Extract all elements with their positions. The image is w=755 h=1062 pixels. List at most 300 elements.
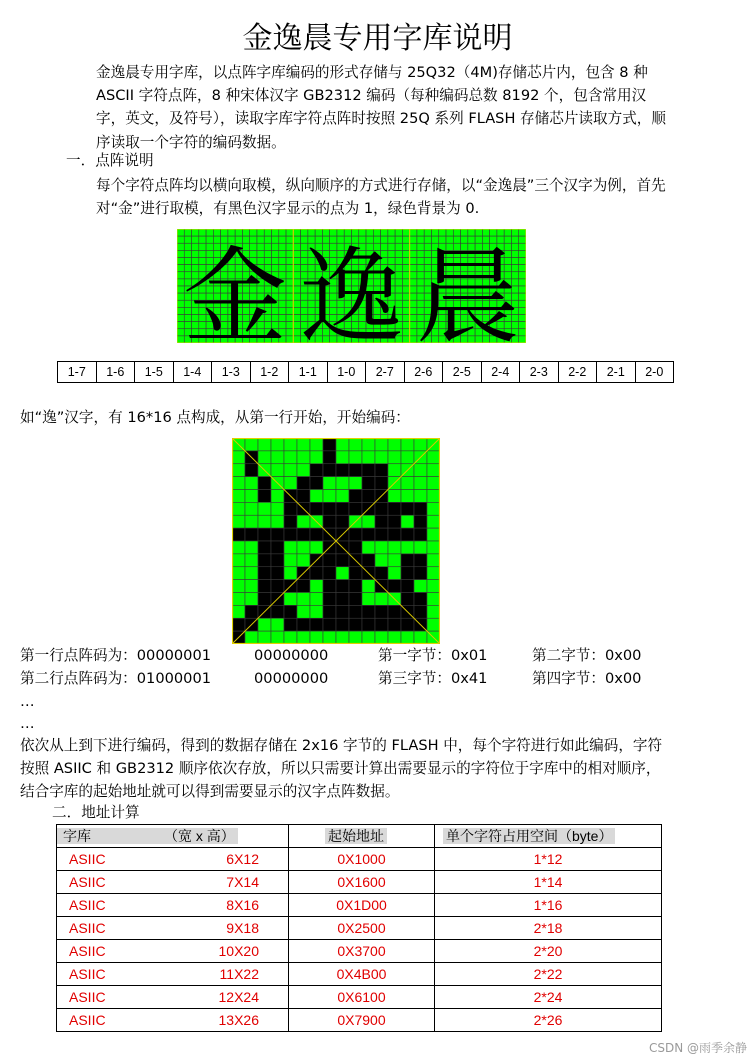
pixel-off	[362, 451, 375, 464]
pixel-on	[297, 528, 310, 541]
ellipsis-2: …	[20, 715, 35, 732]
pixel-off	[297, 593, 310, 606]
pixel-off	[362, 593, 375, 606]
header-space-label: 单个字符占用空间（byte）	[443, 828, 615, 844]
bit-index-cell: 2-6	[404, 362, 443, 383]
pixel-off	[310, 605, 323, 618]
pixel-off	[375, 593, 388, 606]
pixel-off	[427, 451, 440, 464]
pixel-on	[336, 502, 349, 515]
pixel-on	[323, 464, 336, 477]
font-cell	[57, 917, 289, 940]
font-cell	[57, 1009, 289, 1032]
bit-index-cell: 2-0	[635, 362, 674, 383]
section1-heading: 一．点阵说明	[66, 152, 154, 169]
pixel-off	[271, 515, 284, 528]
pixel-off	[284, 541, 297, 554]
pixel-on	[362, 528, 375, 541]
pixel-on	[401, 502, 414, 515]
pixel-off	[297, 515, 310, 528]
font-name: ASIIC	[69, 943, 106, 959]
pixel-on	[375, 567, 388, 580]
pixel-off	[258, 451, 271, 464]
pixel-on	[362, 464, 375, 477]
pixel-off	[245, 477, 258, 490]
pixel-off	[245, 438, 258, 451]
pixel-on	[375, 618, 388, 631]
pixel-off	[336, 451, 349, 464]
pixel-off	[232, 451, 245, 464]
pixel-off	[323, 477, 336, 490]
address-table-header-row	[57, 825, 662, 848]
pixel-off	[245, 554, 258, 567]
intro-text: 金逸晨专用字库，以点阵字库编码的形式存储与 25Q32（4M)存储芯片内，包含 8 种 ASCII 字符点阵，8 种宋体汉字 GB2312 编码（每种编码总数 8192 个，包含常用汉字，英文，及符号），读取字库字符点阵时按照 25Q 系列 FLASH 存储芯片读取方式，顺序读取一个字符的编码数据。	[96, 64, 666, 151]
bit-index-cell: 2-1	[597, 362, 636, 383]
pixel-on	[349, 541, 362, 554]
pixel-off	[232, 605, 245, 618]
row-1-bits: 00000000	[254, 647, 329, 664]
pixel-on	[349, 605, 362, 618]
start-address-cell: 0X1D00	[289, 894, 435, 917]
pixel-on	[284, 528, 297, 541]
start-address-cell: 0X3700	[289, 940, 435, 963]
font-size: 12X24	[218, 989, 259, 1005]
pixel-on	[245, 464, 258, 477]
pixel-on	[336, 593, 349, 606]
pixel-on	[349, 464, 362, 477]
pixel-on	[310, 477, 323, 490]
pixel-on	[232, 618, 245, 631]
pixel-off	[427, 618, 440, 631]
pixel-on	[349, 567, 362, 580]
pixel-off	[258, 438, 271, 451]
pixel-off	[427, 605, 440, 618]
header-space	[435, 825, 662, 848]
font-name: ASIIC	[69, 874, 106, 890]
char-space-cell: 1*14	[435, 871, 662, 894]
pixel-on	[349, 618, 362, 631]
pixel-off	[401, 451, 414, 464]
pixel-on	[401, 593, 414, 606]
pixel-off	[388, 451, 401, 464]
pixel-on	[258, 490, 271, 503]
pixel-on	[401, 528, 414, 541]
pixel-off	[362, 541, 375, 554]
pixel-off	[323, 631, 336, 644]
start-address-cell: 0X4B00	[289, 963, 435, 986]
pixel-off	[258, 502, 271, 515]
pixel-off	[245, 541, 258, 554]
row-1-byte-a: 第一字节：0x01	[378, 647, 488, 664]
pixel-on	[323, 451, 336, 464]
row-2-byte-b: 第四字节：0x00	[532, 670, 642, 687]
bit-index-table	[57, 361, 674, 383]
pixel-off	[336, 631, 349, 644]
pixel-on	[375, 502, 388, 515]
pixel-off	[297, 631, 310, 644]
font-name: ASIIC	[69, 920, 106, 936]
pixel-on	[258, 528, 271, 541]
pixel-off	[258, 618, 271, 631]
pixel-on	[323, 618, 336, 631]
pixel-off	[310, 451, 323, 464]
pixel-off	[271, 451, 284, 464]
pixel-off	[284, 438, 297, 451]
pixel-off	[232, 593, 245, 606]
pixel-on	[414, 567, 427, 580]
section1-text: 每个字符点阵均以横向取模，纵向顺序的方式进行存储，以“金逸晨”三个汉字为例，首先对“金”进行取模，有黑色汉字显示的点为 1，绿色背景为 0.	[96, 177, 666, 218]
pixel-off	[349, 451, 362, 464]
pixel-on	[375, 528, 388, 541]
pixel-on	[336, 515, 349, 528]
pixel-on	[323, 438, 336, 451]
font-cell	[57, 848, 289, 871]
pixel-off	[232, 554, 245, 567]
pixel-off	[245, 567, 258, 580]
address-table-row	[57, 1009, 662, 1032]
pixel-off	[284, 477, 297, 490]
pixel-on	[414, 554, 427, 567]
pixel-off	[258, 631, 271, 644]
pixel-on	[258, 541, 271, 554]
row-2-label: 第二行点阵码为：01000001	[20, 670, 212, 687]
pixel-on	[271, 605, 284, 618]
pixel-on	[310, 502, 323, 515]
row-1-label: 第一行点阵码为：00000001	[20, 647, 212, 664]
pixel-off	[349, 477, 362, 490]
start-address-cell: 0X1000	[289, 848, 435, 871]
pixel-on	[414, 515, 427, 528]
pixel-on	[362, 605, 375, 618]
ellipsis-1: …	[20, 693, 35, 710]
font-name: ASIIC	[69, 989, 106, 1005]
pixel-off	[401, 631, 414, 644]
pixel-off	[310, 580, 323, 593]
pixel-on	[336, 464, 349, 477]
pixel-on	[336, 580, 349, 593]
font-size: 9X18	[226, 920, 259, 936]
address-table-row	[57, 940, 662, 963]
pixel-off	[245, 580, 258, 593]
bit-index-cell: 2-7	[366, 362, 405, 383]
start-address-cell: 0X6100	[289, 986, 435, 1009]
pixel-off	[245, 502, 258, 515]
pixel-on	[375, 605, 388, 618]
pixel-on	[336, 554, 349, 567]
pixel-off	[271, 631, 284, 644]
pixel-on	[323, 593, 336, 606]
pixel-on	[271, 554, 284, 567]
pixel-off	[232, 464, 245, 477]
pixel-off	[414, 438, 427, 451]
pixel-off	[232, 580, 245, 593]
pixel-on	[388, 580, 401, 593]
bit-index-cell: 1-5	[135, 362, 174, 383]
pixel-off	[427, 528, 440, 541]
row-2-bits: 00000000	[254, 670, 329, 687]
bit-index-cell: 1-7	[58, 362, 97, 383]
pixel-off	[336, 438, 349, 451]
char-space-cell: 2*22	[435, 963, 662, 986]
pixel-on	[401, 554, 414, 567]
pixel-off	[362, 631, 375, 644]
pixel-off	[414, 490, 427, 503]
pixel-on	[414, 502, 427, 515]
pixel-off	[245, 631, 258, 644]
pixel-on	[284, 618, 297, 631]
pixel-off	[297, 451, 310, 464]
intro-paragraph	[66, 61, 671, 154]
pixel-off	[258, 515, 271, 528]
pixel-off	[401, 515, 414, 528]
pixel-on	[323, 580, 336, 593]
address-table-row	[57, 894, 662, 917]
pixel-on	[349, 593, 362, 606]
font-name: ASIIC	[69, 1012, 106, 1028]
pixel-off	[427, 515, 440, 528]
pixel-on	[349, 580, 362, 593]
pixel-off	[297, 605, 310, 618]
pixel-on	[271, 541, 284, 554]
pixel-on	[401, 567, 414, 580]
pixel-off	[414, 464, 427, 477]
section1-paragraph	[66, 174, 671, 220]
pixel-off	[232, 477, 245, 490]
pixel-on	[388, 502, 401, 515]
bit-index-row	[58, 362, 674, 383]
pixel-off	[427, 554, 440, 567]
address-table	[56, 824, 662, 1032]
pixel-on	[388, 618, 401, 631]
char-space-cell: 2*26	[435, 1009, 662, 1032]
bit-index-cell: 1-0	[327, 362, 366, 383]
pixel-off	[310, 438, 323, 451]
pixel-on	[258, 567, 271, 580]
pixel-off	[375, 631, 388, 644]
pixel-off	[388, 464, 401, 477]
pixel-on	[414, 528, 427, 541]
bit-index-cell: 1-4	[173, 362, 212, 383]
pixel-off	[427, 580, 440, 593]
pixel-off	[284, 593, 297, 606]
start-address-cell: 0X2500	[289, 917, 435, 940]
pixel-on	[258, 593, 271, 606]
pixel-off	[388, 554, 401, 567]
pixel-off	[401, 490, 414, 503]
font-size: 8X16	[226, 897, 259, 913]
pixel-on	[323, 605, 336, 618]
pixel-on	[323, 502, 336, 515]
pixel-off	[336, 567, 349, 580]
font-size: 13X26	[218, 1012, 259, 1028]
pixel-off	[271, 502, 284, 515]
pixel-on	[258, 580, 271, 593]
address-table-row	[57, 986, 662, 1009]
pixel-off	[297, 541, 310, 554]
pixel-off	[232, 515, 245, 528]
bit-index-cell: 2-5	[443, 362, 482, 383]
pixel-on	[310, 528, 323, 541]
pixel-off	[310, 490, 323, 503]
pixel-on	[336, 618, 349, 631]
char-space-cell: 2*18	[435, 917, 662, 940]
pixel-on	[336, 605, 349, 618]
pixel-on	[388, 528, 401, 541]
font-name: ASIIC	[69, 851, 106, 867]
pixel-on	[362, 554, 375, 567]
pixel-off	[310, 541, 323, 554]
pixel-off	[362, 580, 375, 593]
pixel-off	[245, 515, 258, 528]
font-cell	[57, 871, 289, 894]
pixel-off	[427, 502, 440, 515]
strip-glyph-char: 逸	[299, 236, 404, 343]
pixel-on	[349, 528, 362, 541]
pixel-on	[271, 567, 284, 580]
pixel-on	[414, 593, 427, 606]
pixel-off	[401, 541, 414, 554]
section2-heading: 二．地址计算	[52, 804, 140, 821]
header-start-label: 起始地址	[325, 828, 387, 844]
pixel-off	[427, 567, 440, 580]
pixel-off	[375, 451, 388, 464]
pixel-off	[284, 554, 297, 567]
pixel-off	[245, 593, 258, 606]
csdn-watermark: CSDN @雨季余静	[648, 1041, 747, 1055]
pixel-off	[310, 593, 323, 606]
pixel-off	[401, 438, 414, 451]
font-cell	[57, 940, 289, 963]
glyph-bitmap-grid	[232, 438, 440, 644]
pixel-on	[297, 477, 310, 490]
pixel-on	[362, 477, 375, 490]
pixel-off	[245, 490, 258, 503]
char-space-cell: 1*12	[435, 848, 662, 871]
pixel-on	[284, 515, 297, 528]
pixel-off	[414, 477, 427, 490]
pixel-on	[284, 605, 297, 618]
font-size: 6X12	[226, 851, 259, 867]
pixel-off	[427, 464, 440, 477]
pixel-off	[271, 438, 284, 451]
pixel-off	[349, 438, 362, 451]
char-space-cell: 2*24	[435, 986, 662, 1009]
pixel-off	[375, 438, 388, 451]
pixel-off	[271, 618, 284, 631]
bit-index-cell: 1-6	[96, 362, 135, 383]
address-table-row	[57, 963, 662, 986]
pixel-off	[336, 490, 349, 503]
start-address-cell: 0X1600	[289, 871, 435, 894]
bit-index-cell: 1-2	[250, 362, 289, 383]
font-cell	[57, 894, 289, 917]
pixel-on	[362, 618, 375, 631]
pixel-off	[362, 515, 375, 528]
font-size: 11X22	[219, 966, 259, 982]
pixel-on	[271, 580, 284, 593]
pixel-on	[401, 580, 414, 593]
pixel-off	[427, 541, 440, 554]
pixel-off	[232, 502, 245, 515]
font-size: 7X14	[226, 874, 259, 890]
pixel-off	[414, 541, 427, 554]
pixel-on	[323, 554, 336, 567]
pixel-on	[245, 528, 258, 541]
pixel-off	[232, 541, 245, 554]
pixel-on	[375, 515, 388, 528]
address-table-row	[57, 917, 662, 940]
pixel-off	[401, 477, 414, 490]
pixel-off	[414, 580, 427, 593]
pixel-off	[310, 631, 323, 644]
bit-index-cell: 1-3	[212, 362, 251, 383]
pixel-on	[271, 528, 284, 541]
glyph-strip-grid	[177, 229, 526, 343]
pixel-on	[258, 554, 271, 567]
header-start	[289, 825, 435, 848]
pixel-off	[284, 451, 297, 464]
font-name: ASIIC	[69, 897, 106, 913]
pixel-off	[388, 490, 401, 503]
header-font	[57, 825, 289, 848]
pixel-off	[375, 554, 388, 567]
pixel-on	[310, 464, 323, 477]
pixel-off	[427, 490, 440, 503]
pixel-off	[427, 477, 440, 490]
char-space-cell: 2*20	[435, 940, 662, 963]
pixel-off	[297, 438, 310, 451]
pixel-on	[388, 605, 401, 618]
row-2-byte-a: 第三字节：0x41	[378, 670, 488, 687]
pixel-on	[310, 567, 323, 580]
pixel-on	[258, 477, 271, 490]
conclusion-paragraph: 依次从上到下进行编码，得到的数据存储在 2x16 字节的 FLASH 中，每个字符进行如此编码，字符按照 ASIIC 和 GB2312 顺序依次存放，所以只需要计算出需要显示的字符位于字库中的相对顺序，结合字库的起始地址就可以得到需要显示的汉字点阵数据。	[20, 737, 663, 801]
header-size-label: （宽 x 高）	[161, 828, 238, 844]
pixel-off	[271, 464, 284, 477]
pixel-off	[323, 490, 336, 503]
pixel-off	[284, 464, 297, 477]
pixel-on	[323, 567, 336, 580]
pixel-off	[388, 631, 401, 644]
pixel-off	[297, 554, 310, 567]
address-table-row	[57, 871, 662, 894]
font-cell	[57, 963, 289, 986]
address-table-row	[57, 848, 662, 871]
row-1-byte-b: 第二字节：0x00	[532, 647, 642, 664]
strip-glyph-char: 晨	[415, 236, 520, 343]
pixel-on	[375, 464, 388, 477]
pixel-on	[232, 528, 245, 541]
document-title: 金逸晨专用字库说明	[242, 21, 513, 56]
pixel-off	[427, 593, 440, 606]
strip-glyph-char: 金	[183, 236, 288, 343]
pixel-off	[388, 541, 401, 554]
pixel-off	[375, 541, 388, 554]
pixel-on	[401, 618, 414, 631]
pixel-on	[297, 580, 310, 593]
pixel-off	[336, 477, 349, 490]
pixel-on	[245, 605, 258, 618]
pixel-off	[297, 464, 310, 477]
pixel-on	[388, 515, 401, 528]
bit-index-cell: 2-4	[481, 362, 520, 383]
pixel-on	[297, 490, 310, 503]
pixel-off	[388, 567, 401, 580]
pixel-on	[349, 490, 362, 503]
pixel-off	[284, 631, 297, 644]
pixel-off	[271, 490, 284, 503]
bit-index-cell: 2-2	[558, 362, 597, 383]
